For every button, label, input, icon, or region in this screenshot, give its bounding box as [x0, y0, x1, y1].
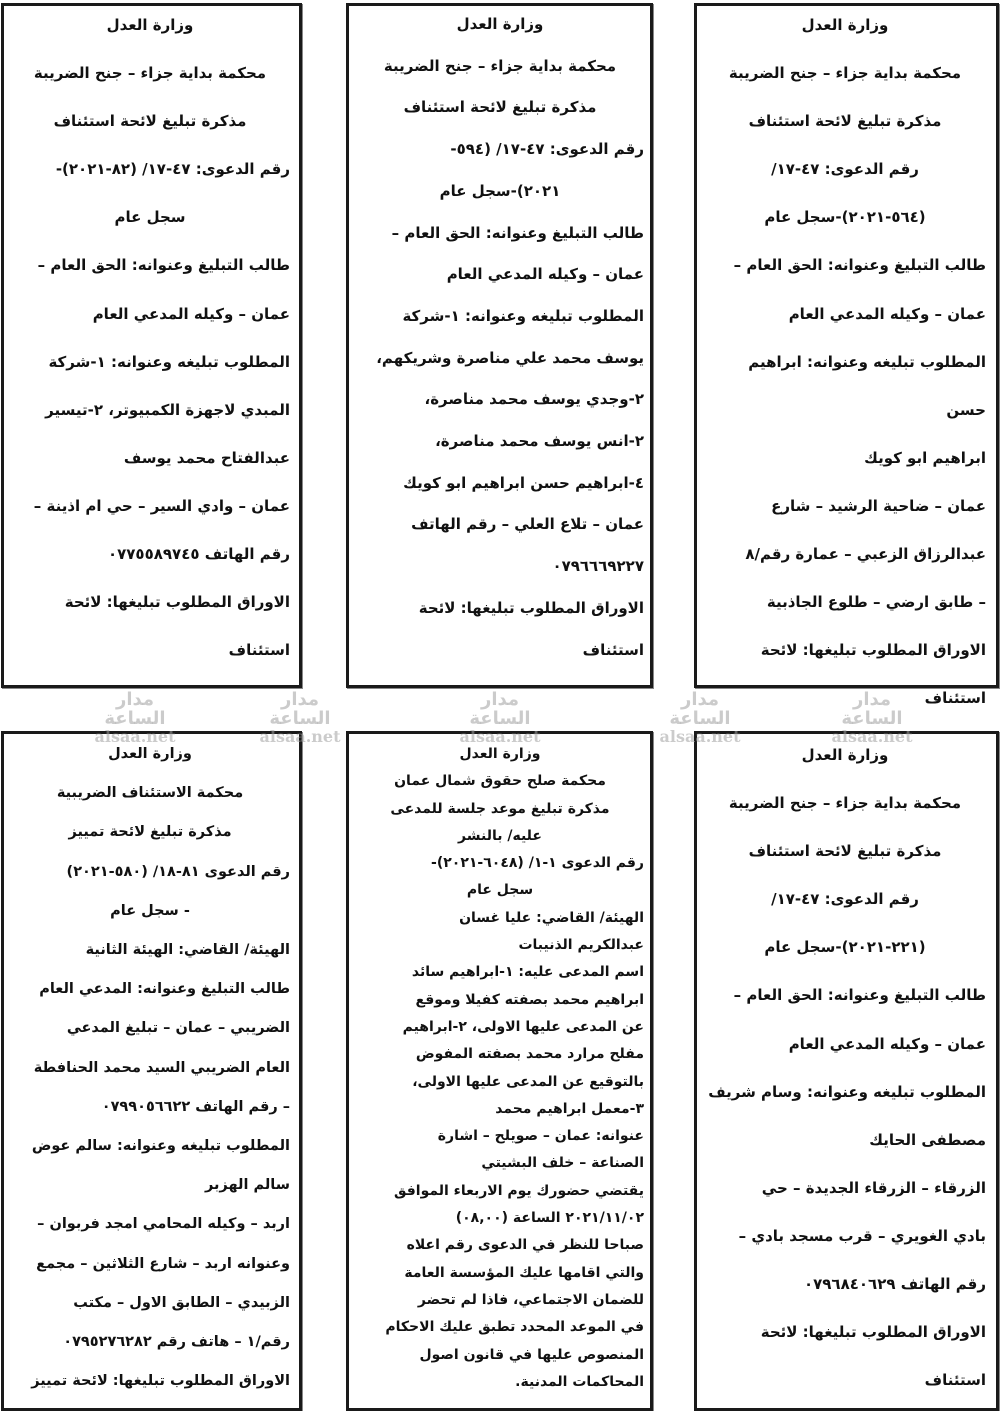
- ministry-heading: وزارة العدل: [108, 746, 192, 762]
- notice-line: عمان – ضاحية الرشيد – شارع: [771, 496, 986, 515]
- notice-line: الصناعة – خلف البشيتي: [481, 1155, 644, 1172]
- notice-line: عنوانه: عمان – صويلح – اشارة: [437, 1128, 644, 1145]
- notice-line: رقم الهاتف ٠٧٩٦٨٤٠٦٢٩: [803, 1275, 986, 1294]
- notice-line: مفلح مرارد محمد بصفته المفوض: [415, 1046, 644, 1063]
- notice-line: يقتضي حضورك يوم الاربعاء الموافق: [393, 1182, 644, 1199]
- notice-line: عليه/ بالنشر: [458, 827, 542, 844]
- notice-line: محكمة الاستئناف الضريبية: [56, 785, 244, 802]
- notice-line: - سجل عام: [110, 902, 190, 919]
- notice-line: ابراهيم ابو كويك: [864, 448, 986, 467]
- notice-line: ٢-وجدي يوسف محمد مناصرة،: [424, 390, 644, 409]
- notice-line: عمان – وكيله المدعي العام: [446, 265, 644, 284]
- notice-line: والتي اقامها عليك المؤسسة العامة: [404, 1264, 644, 1281]
- notice-line: ٣-معمل ابراهيم محمد: [495, 1100, 644, 1117]
- notice-line: ٢٠٢١)-سجل عام: [439, 181, 561, 200]
- notice-line: ابراهيم محمد بصفته كفيلا وموقع: [415, 991, 644, 1008]
- notice-line: عمان – تلاع العلي – رقم الهاتف: [411, 515, 644, 534]
- notice-line: رقم الدعوى: ٤٧-١٧/ (٥٩٤-: [450, 140, 644, 159]
- notice-line: استئناف: [924, 689, 986, 708]
- notice-text-bottom-right: [704, 726, 986, 1404]
- notice-text-top-left: [10, 1, 290, 674]
- notice-line: رقم الهاتف ٠٧٧٥٥٨٩٧٤٥: [107, 545, 290, 564]
- notice-line: رقم الدعوى: ٤٧-١٧/ (٨٢-٢٠٢١)-: [55, 160, 290, 179]
- notice-line: محكمة بداية جزاء – جنح الضريبة: [728, 794, 962, 813]
- notice-line: محكمة صلح حقوق شمال عمان: [394, 773, 606, 790]
- notice-line: ٤-ابراهيم حسن ابراهيم ابو كويك: [403, 473, 644, 492]
- ministry-heading: وزارة العدل: [801, 16, 889, 34]
- notice-line: طالب التبليغ وعنوانه: الحق العام –: [733, 986, 986, 1005]
- notice-line: للضمان الاجتماعي، فاذا لم تحضر: [417, 1291, 644, 1308]
- notice-line: – طابق ارضي – طلوع الجاذبية: [766, 593, 986, 612]
- notice-line: الزبيدي – الطابق الاول – مكتب: [73, 1294, 290, 1311]
- notice-line: سجل عام: [466, 882, 534, 899]
- notice-line: المطلوب تبليغه وعنوانه: وسام شريف: [708, 1082, 986, 1101]
- notice-line: مذكرة تبليغ موعد جلسة للمدعى: [390, 800, 610, 817]
- ministry-heading: وزارة العدل: [801, 746, 889, 764]
- notice-line: بالتوقيع عن المدعى عليها الاولى،: [412, 1073, 644, 1090]
- notice-line: عبدالرزاق الزعبي – عمارة رقم/٨: [745, 545, 986, 564]
- notice-line: يوسف محمد علي مناصرة وشريكهم،: [376, 348, 644, 367]
- notice-line: استئناف: [924, 1371, 986, 1390]
- notice-line: طالب التبليغ وعنوانه: الحق العام –: [37, 256, 290, 275]
- notice-line: عبدالفتاح محمد يوسف: [123, 448, 290, 467]
- notice-line: المبدي لاجهزة الكمبيوتر، ٢-تيسير: [45, 400, 290, 419]
- notice-text-bottom-middle: [356, 741, 644, 1396]
- notice-line: الاوراق المطلوب تبليغها: لائحة: [760, 1323, 986, 1342]
- notice-line: مذكرة تبليغ لائحة استئناف: [748, 112, 942, 131]
- notice-line: رقم/١ – هاتف رقم ٠٧٩٥٢٧٦٢٨٢: [63, 1334, 290, 1351]
- notice-line: الاوراق المطلوب تبليغها: لائحة: [64, 593, 290, 612]
- watermark-arabic: مدار الساعة: [841, 689, 903, 729]
- notice-line: بادي الغويري – قرب مسجد بادي –: [738, 1226, 986, 1245]
- notice-line: الاوراق المطلوب تبليغها: لائحة: [760, 641, 986, 660]
- notice-line: رقم الدعوى: ٤٧-١٧/: [771, 160, 919, 179]
- notice-line: الضريبي – عمان – تبليغ المدعي: [66, 1020, 290, 1037]
- notice-line: استئناف: [228, 641, 290, 660]
- notice-line: المطلوب تبليغه وعنوانه: ١-شركة: [402, 306, 644, 325]
- notice-line: طالب التبليغ وعنوانه: الحق العام –: [391, 223, 644, 242]
- ministry-heading: وزارة العدل: [459, 746, 541, 762]
- notice-line: مذكرة تبليغ لائحة استئناف: [403, 98, 597, 117]
- watermark-latin: alsaa.net: [94, 726, 176, 746]
- notice-line: الهيئة/ القاضي: الهيئة الثانية: [85, 942, 290, 959]
- notice-line: سجل عام: [114, 208, 186, 227]
- notice-line: وعنوانه اربد – شارع الثلاثين – مجمع: [36, 1255, 290, 1272]
- notice-line: محكمة بداية جزاء – جنح الضريبة: [383, 56, 617, 75]
- notice-line: محكمة بداية جزاء – جنح الضريبة: [728, 64, 962, 83]
- notice-line: ٠٧٩٦٦٦٩٢٢٧: [552, 557, 644, 576]
- watermark-latin: alsaa.net: [259, 726, 341, 746]
- notice-line: مصطفى الحايك: [869, 1130, 986, 1149]
- notice-line: المطلوب تبليغه وعنوانه: ابراهيم حسن: [748, 352, 986, 419]
- notice-line: العام الضريبي السيد محمد الحنافطة: [33, 1059, 290, 1076]
- notice-line: عمان – وكيله المدعي العام: [92, 304, 290, 323]
- notice-text-top-right: [704, 1, 986, 722]
- watermark-latin: alsaa.net: [831, 726, 913, 746]
- notice-line: رقم الدعوى: ٤٧-١٧/: [771, 890, 919, 909]
- ministry-heading: وزارة العدل: [106, 16, 194, 34]
- notice-line: محكمة بداية جزاء – جنح الضريبة: [33, 64, 267, 83]
- notice-line: طالب التبليغ وعنوانه: المدعي العام: [39, 981, 290, 998]
- watermark-arabic: مدار الساعة: [669, 689, 731, 729]
- notice-line: اربد – وكيله المحامي امجد فربوان –: [37, 1216, 290, 1233]
- notice-line: المنصوص عليها في قانون اصول: [419, 1346, 644, 1363]
- watermark-latin: alsaa.net: [459, 726, 541, 746]
- notice-line: استئناف: [582, 640, 644, 659]
- notice-line: الهيئة/ القاضي: عليا غسان: [459, 909, 644, 926]
- watermark-arabic: مدار الساعة: [104, 689, 166, 729]
- notice-line: رقم الدعوى ١-١/ (٦٠٤٨-٢٠٢١)-: [431, 855, 644, 872]
- notice-line: سالم الهزبر: [204, 1177, 290, 1194]
- notice-line: في الموعد المحدد تطبق عليك الاحكام: [385, 1319, 644, 1336]
- notice-line: المطلوب تبليغه وعنوانه: ١-شركة: [48, 352, 290, 371]
- notice-line: صباحا للنظر في الدعوى رقم اعلاه: [406, 1237, 644, 1254]
- notice-line: – رقم الهاتف ٠٧٩٩٠٥٦٦٢٢: [101, 1098, 290, 1115]
- notice-line: ٢-انس يوسف محمد مناصرة،: [435, 432, 644, 451]
- notice-line: (٢٢١-٢٠٢١)-سجل عام: [764, 938, 926, 957]
- notice-line: عمان – وكيله المدعي العام: [788, 1034, 986, 1053]
- notice-line: عمان – وادي السير – حي ام اذينة –: [33, 496, 290, 515]
- notice-line: مذكرة تبليغ لائحة استئناف: [53, 112, 247, 131]
- notice-line: عمان – وكيله المدعي العام: [788, 304, 986, 323]
- notice-line: عن المدعى عليها الاولى، ٢-ابراهيم: [402, 1018, 644, 1035]
- watermark-arabic: مدار الساعة: [269, 689, 331, 729]
- notice-text-top-middle: [356, 4, 644, 671]
- notice-line: المحاكمات المدنية.: [515, 1373, 644, 1390]
- notice-line: طالب التبليغ وعنوانه: الحق العام –: [733, 256, 986, 275]
- notice-line: اسم المدعى عليه: ١-ابراهيم سائد: [411, 964, 644, 981]
- notice-line: ٢٠٢١/١١/٠٢ الساعة (٠٨,٠٠): [455, 1210, 644, 1227]
- notice-line: الاوراق المطلوب تبليغها: لائحة: [418, 598, 644, 617]
- notice-line: مذكرة تبليغ لائحة تمييز: [68, 824, 232, 841]
- notice-line: الزرقاء – الزرقاء الجديدة – حي: [761, 1178, 986, 1197]
- notice-line: مذكرة تبليغ لائحة استئناف: [748, 842, 942, 861]
- watermark-arabic: مدار الساعة: [469, 689, 531, 729]
- notice-text-bottom-left: [10, 735, 290, 1401]
- notice-line: (٥٦٤-٢٠٢١)-سجل عام: [764, 208, 926, 227]
- watermark-latin: alsaa.net: [659, 726, 741, 746]
- notice-line: المطلوب تبليغه وعنوانه: سالم عوض: [31, 1138, 290, 1155]
- notice-line: عبدالكريم الذنيبات: [518, 937, 644, 954]
- notice-line: رقم الدعوى ٨١-١٨/ (٥٨٠-٢٠٢١): [66, 863, 290, 880]
- notice-line: الاوراق المطلوب تبليغها: لائحة تمييز: [31, 1373, 290, 1390]
- ministry-heading: وزارة العدل: [456, 15, 544, 33]
